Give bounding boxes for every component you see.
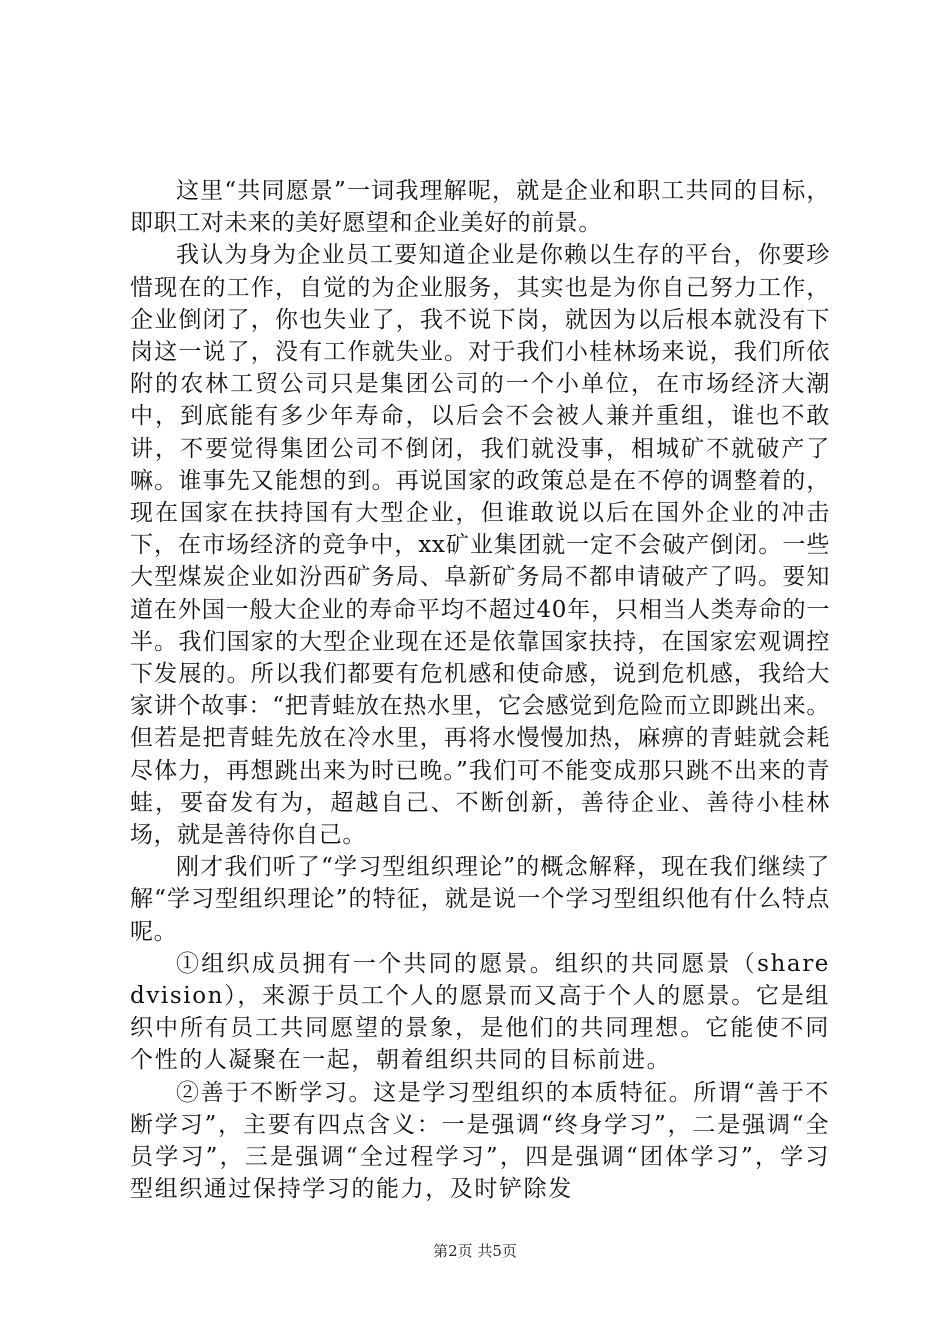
page-number-footer: 第2页 共5页	[433, 1242, 517, 1260]
paragraph-feature-continuous-learning: ②善于不断学习。这是学习型组织的本质特征。所谓“善于不断学习”，主要有四点含义：一是强调“终身学习”，二是强调“全员学习”，三是强调“全过程学习”，四是强调“团体学习”，学习型组织通过保持学习的能力，及时铲除发	[130, 1079, 830, 1203]
paragraph-feature-shared-vision: ①组织成员拥有一个共同的愿景。组织的共同愿景（sharedvision），来源于员工个人的愿景而又高于个人的愿景。它是组织中所有员工共同愿望的景象，是他们的共同理想。它能使不同个性的人凝聚在一起，朝着组织共同的目标前进。	[130, 950, 830, 1074]
document-body	[130, 175, 830, 1206]
paragraph-learning-org-features: 刚才我们听了“学习型组织理论”的概念解释，现在我们继续了解“学习型组织理论”的特征，就是说一个学习型组织他有什么特点呢。	[130, 854, 830, 945]
paragraph-crisis-awareness: 我认为身为企业员工要知道企业是你赖以生存的平台，你要珍惜现在的工作，自觉的为企业服务，其实也是为你自己努力工作，企业倒闭了，你也失业了，我不说下岗，就因为以后根本就没有下岗这一说了，没有工作就失业。对于我们小桂林场来说，我们所依附的农林工贸公司只是集团公司的一个小单位，在市场经济大潮中，到底能有多少年寿命，以后会不会被人兼并重组，谁也不敢讲，不要觉得集团公司不倒闭，我们就没事，相城矿不就破产了嘛。谁事先又能想的到。再说国家的政策总是在不停的调整着的，现在国家在扶持国有大型企业，但谁敢说以后在国外企业的冲击下，在市场经济的竞争中，xx矿业集团就一定不会破产倒闭。一些大型煤炭企业如汾西矿务局、阜新矿务局不都申请破产了吗。要知道在外国一般大企业的寿命平均不超过40年，只相当人类寿命的一半。我们国家的大型企业现在还是依靠国家扶持，在国家宏观调控下发展的。所以我们都要有危机感和使命感，说到危机感，我给大家讲个故事：“把青蛙放在热水里，它会感觉到危险而立即跳出来。但若是把青蛙先放在冷水里，再将水慢慢加热，麻痹的青蛙就会耗尽体力，再想跳出来为时已晚。”我们可不能变成那只跳不出来的青蛙，要奋发有为，超越自己、不断创新，善待企业、善待小桂林场，就是善待你自己。	[130, 242, 830, 849]
paragraph-shared-vision-intro: 这里“共同愿景”一词我理解呢，就是企业和职工共同的目标，即职工对未来的美好愿望和企业美好的前景。	[130, 178, 830, 237]
